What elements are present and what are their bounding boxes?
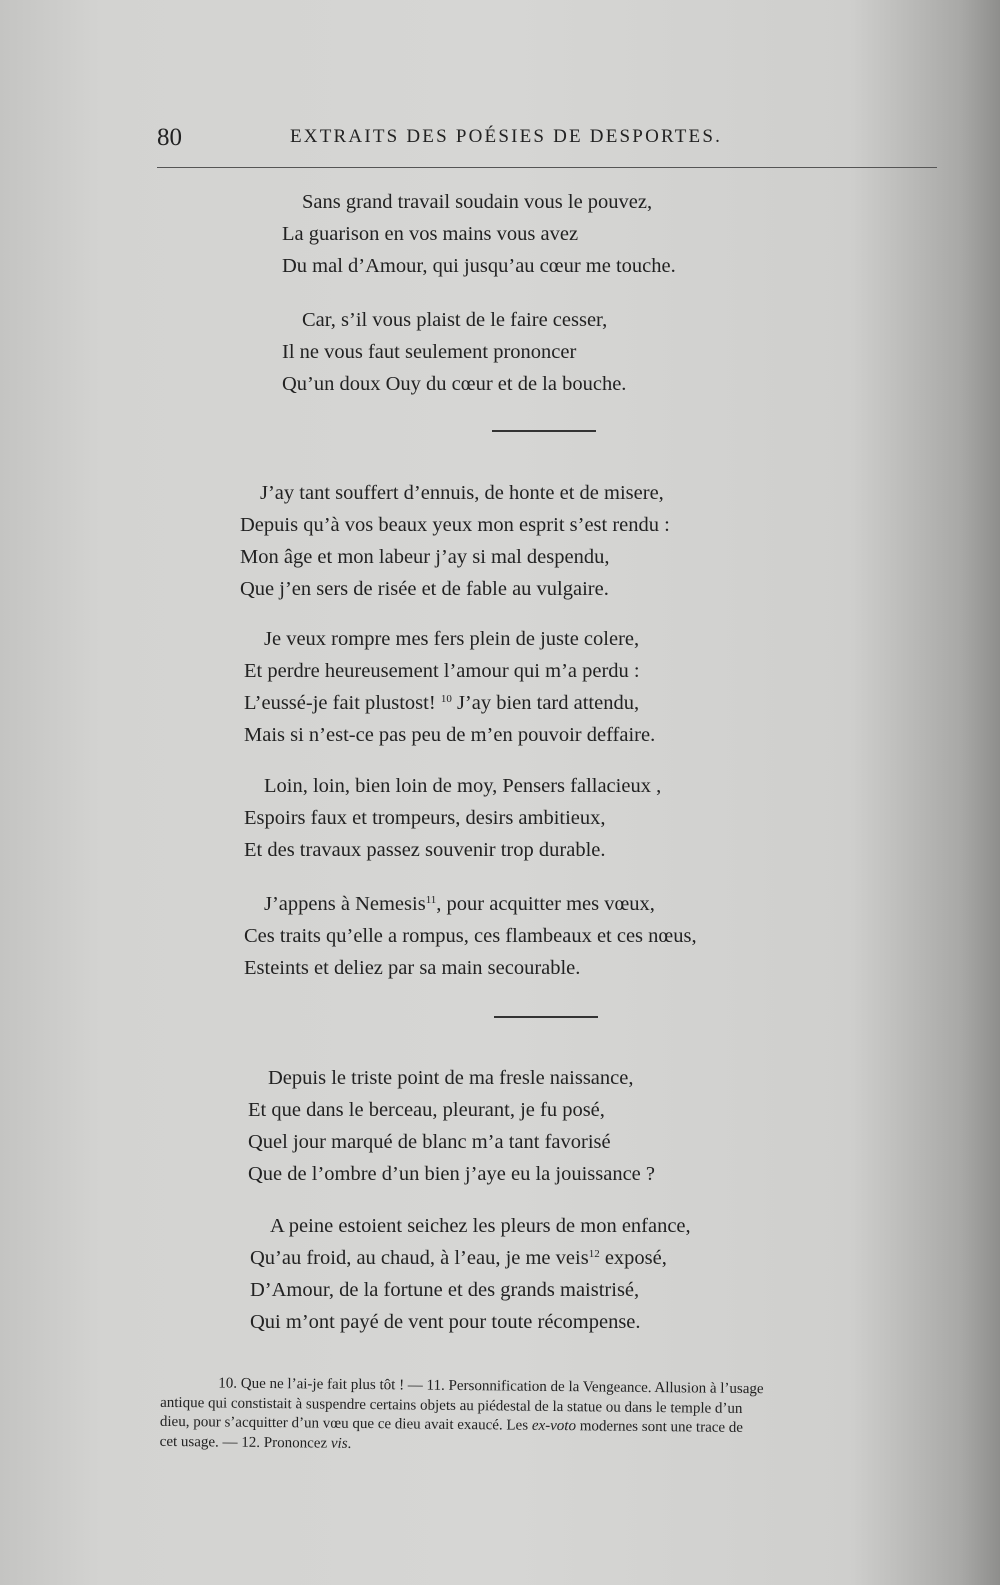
footnote-line: 10. Que ne l’ai-je fait plus tôt ! — 11. Personnification de la Vengeance. Allusion à l’usage bbox=[218, 1375, 764, 1398]
verse-line: D’Amour, de la fortune et des grands maistrisé, bbox=[250, 1279, 640, 1301]
verse-line: J’ay tant souffert d’ennuis, de honte et de misere, bbox=[260, 482, 664, 504]
footnotes bbox=[160, 1374, 951, 1460]
stanza-2 bbox=[282, 304, 626, 400]
verse-line: Et des travaux passez souvenir trop durable. bbox=[244, 839, 606, 861]
verse-text: J’ay bien tard attendu, bbox=[456, 692, 640, 714]
verse-text: , pour acquitter mes vœux, bbox=[436, 893, 655, 915]
verse-line: Mon âge et mon labeur j’ay si mal despendu, bbox=[240, 546, 610, 568]
verse-line: Esteints et deliez par sa main secourable. bbox=[244, 957, 581, 979]
verse-line: Qui m’ont payé de vent pour toute récompense. bbox=[250, 1311, 641, 1333]
verse-line: Espoirs faux et trompeurs, desirs ambitieux, bbox=[244, 807, 606, 829]
stanza-4 bbox=[244, 623, 655, 751]
section-separator bbox=[494, 1016, 598, 1018]
verse-line: Il ne vous faut seulement prononcer bbox=[282, 341, 577, 363]
header-rule bbox=[157, 167, 937, 168]
verse-line bbox=[250, 1242, 691, 1274]
section-separator bbox=[492, 430, 596, 432]
verse-line: Car, s’il vous plaist de le faire cesser, bbox=[302, 309, 608, 331]
verse-text: L’eussé-je fait plustost! bbox=[244, 692, 436, 714]
footnote-line: antique qui constistait à suspendre certains objets au piédestal de la statue ou dans le temple d’un bbox=[160, 1394, 743, 1417]
footnote-ref: 12 bbox=[588, 1248, 600, 1260]
stanza-3 bbox=[240, 477, 670, 605]
verse-line: Qu’un doux Ouy du cœur et de la bouche. bbox=[282, 373, 627, 395]
footnote-text: . bbox=[347, 1435, 352, 1452]
verse-line: Loin, loin, bien loin de moy, Pensers fallacieux , bbox=[264, 775, 662, 797]
footnote-ref: 10 bbox=[440, 693, 452, 705]
page-header bbox=[157, 120, 937, 160]
verse-line: Mais si n’est-ce pas peu de m’en pouvoir deffaire. bbox=[244, 724, 656, 746]
verse-line: Quel jour marqué de blanc m’a tant favorisé bbox=[248, 1131, 611, 1153]
verse-text: exposé, bbox=[599, 1247, 667, 1269]
verse-line: Depuis qu’à vos beaux yeux mon esprit s’est rendu : bbox=[240, 514, 670, 536]
footnote-text: dieu, pour s’acquitter d’un vœu que ce dieu avait exaucé. Les bbox=[159, 1413, 532, 1434]
stanza-8 bbox=[250, 1210, 691, 1338]
footnote-text: modernes sont une trace de bbox=[575, 1418, 744, 1436]
verse-line: Je veux rompre mes fers plein de juste colere, bbox=[264, 628, 640, 650]
verse-line: Que de l’ombre d’un bien j’aye eu la jouissance ? bbox=[248, 1163, 655, 1185]
verse-line: Que j’en sers de risée et de fable au vulgaire. bbox=[240, 578, 609, 600]
footnote-text: cet usage. — 12. Prononcez bbox=[159, 1433, 332, 1452]
stanza-1 bbox=[282, 186, 676, 282]
verse-line bbox=[244, 687, 655, 719]
verse-text: J’appens à Nemesis bbox=[264, 893, 426, 915]
page-number: 80 bbox=[157, 124, 182, 151]
verse-line bbox=[244, 888, 697, 920]
stanza-5 bbox=[244, 770, 661, 866]
verse-line: Du mal d’Amour, qui jusqu’au cœur me touche. bbox=[282, 255, 676, 277]
verse-line: Et perdre heureusement l’amour qui m’a perdu : bbox=[244, 660, 640, 682]
footnote-italic: vis bbox=[330, 1435, 348, 1452]
footnote-italic: ex-voto bbox=[531, 1417, 577, 1435]
verse-line: A peine estoient seichez les pleurs de mon enfance, bbox=[270, 1215, 691, 1237]
stanza-7 bbox=[248, 1062, 655, 1190]
running-title: EXTRAITS DES POÉSIES DE DESPORTES. bbox=[290, 126, 723, 147]
verse-line: Depuis le triste point de ma fresle naissance, bbox=[268, 1067, 634, 1089]
verse-text: Qu’au froid, au chaud, à l’eau, je me veis bbox=[250, 1247, 589, 1269]
footnote-ref: 11 bbox=[425, 894, 437, 906]
verse-line: Ces traits qu’elle a rompus, ces flambeaux et ces nœus, bbox=[244, 925, 697, 947]
verse-line: Sans grand travail soudain vous le pouvez, bbox=[302, 191, 653, 213]
verse-line: La guarison en vos mains vous avez bbox=[282, 223, 579, 245]
stanza-6 bbox=[244, 888, 697, 984]
verse-line: Et que dans le berceau, pleurant, je fu posé, bbox=[248, 1099, 605, 1121]
